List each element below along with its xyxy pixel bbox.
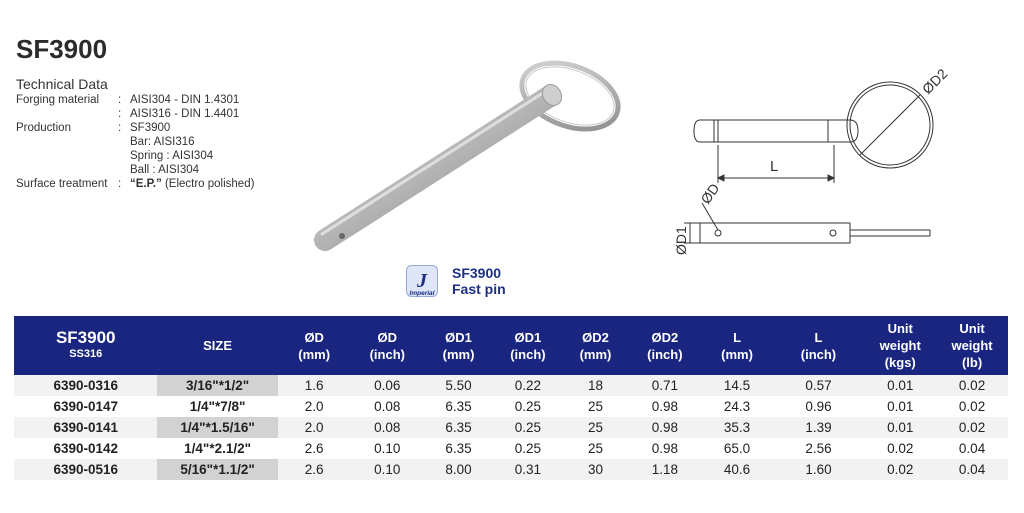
table-cell: 6.35 [424,417,493,438]
header-col: L (inch) [773,316,865,375]
table-cell: 0.01 [864,417,936,438]
tech-label: Production [16,122,71,134]
table-cell: 0.98 [628,438,701,459]
table-cell: 0.71 [628,375,701,396]
d2-label: ØD2 [918,65,951,98]
table-cell: 0.25 [493,438,563,459]
table-cell: 0.25 [493,396,563,417]
table-cell: 0.57 [773,375,865,396]
tech-row [16,149,254,163]
table-cell: 14.5 [701,375,772,396]
header-col: ØD2 (inch) [628,316,701,375]
table-cell: 0.01 [864,396,936,417]
table-cell: 2.0 [278,396,351,417]
table-cell: 0.02 [936,396,1008,417]
spec-table [14,316,1008,480]
table-cell: 2.56 [773,438,865,459]
header-size: SIZE [157,316,277,375]
table-cell: 2.6 [278,438,351,459]
tech-sep [118,163,130,177]
part-number-cell: 6390-0516 [14,459,157,480]
table-cell: 18 [563,375,629,396]
d-label: ØD [697,180,723,207]
imperial-logo-icon [406,265,438,297]
table-cell: 2.6 [278,459,351,480]
tech-label: Forging material [16,94,100,106]
tech-sep [118,149,130,163]
page-title: SF3900 [16,34,108,64]
header-material: SS316 [69,347,103,360]
table-cell: 6.35 [424,396,493,417]
tech-value: Ball : AISI304 [130,164,200,176]
table-cell: 0.98 [628,396,701,417]
table-cell: 0.01 [864,375,936,396]
header-unit-weight-kgs: Unit weight (kgs) [864,316,936,375]
table-cell: 0.22 [493,375,563,396]
table-cell: 0.06 [351,375,424,396]
table-cell: 40.6 [701,459,772,480]
spec-table-body [14,375,1008,480]
tech-row [16,107,254,121]
table-cell: 8.00 [424,459,493,480]
drawing-pin-top [694,120,858,142]
pin-rod [325,96,550,240]
tech-sep: : [118,122,122,134]
header-col: ØD2 (mm) [563,316,629,375]
part-number-cell: 6390-0316 [14,375,157,396]
size-cell: 3/16"*1/2" [157,375,277,396]
header-col: L (mm) [701,316,772,375]
table-cell: 65.0 [701,438,772,459]
part-number-cell: 6390-0142 [14,438,157,459]
table-row [14,375,1008,396]
table-cell: 0.96 [773,396,865,417]
tech-row [16,163,254,177]
tech-value [130,177,254,191]
tech-sep: : [118,108,122,120]
tech-label [16,107,118,121]
technical-drawing [673,55,960,255]
tech-sep [118,135,130,149]
tech-value: Bar: AISI316 [130,136,195,148]
table-cell: 1.18 [628,459,701,480]
tech-value-rest: (Electro polished) [161,178,255,190]
table-cell: 0.98 [628,417,701,438]
header-col: ØD1 (mm) [424,316,493,375]
part-number-cell: 6390-0147 [14,396,157,417]
table-row [14,396,1008,417]
size-cell: 5/16"*1.1/2" [157,459,277,480]
table-cell: 1.6 [278,375,351,396]
brand-block [406,265,506,297]
pin-product-image [300,58,630,263]
table-cell: 2.0 [278,417,351,438]
size-cell: 1/4"*2.1/2" [157,438,277,459]
table-cell: 35.3 [701,417,772,438]
table-cell: 1.39 [773,417,865,438]
tech-sep: : [118,94,122,106]
table-cell: 0.10 [351,459,424,480]
logo-letter: J [417,270,427,292]
brand-product-name: Fast pin [452,281,506,297]
tech-sep: : [118,178,122,190]
part-number-cell: 6390-0141 [14,417,157,438]
size-cell: 1/4"*7/8" [157,396,277,417]
tech-label [16,163,118,177]
table-cell: 0.02 [864,459,936,480]
table-cell: 0.04 [936,459,1008,480]
table-cell: 24.3 [701,396,772,417]
tech-label [16,135,118,149]
table-cell: 1.60 [773,459,865,480]
table-cell: 0.02 [936,417,1008,438]
table-cell: 6.35 [424,438,493,459]
table-cell: 0.31 [493,459,563,480]
header-col: ØD (mm) [278,316,351,375]
header-col: ØD1 (inch) [493,316,563,375]
table-cell: 0.02 [864,438,936,459]
table-cell: 0.25 [493,417,563,438]
d1-label: ØD1 [673,226,689,255]
table-cell: 0.04 [936,438,1008,459]
header-model-name: SF3900 [55,327,116,347]
table-row [14,438,1008,459]
header-model [14,316,157,375]
tech-value: Spring : AISI304 [130,150,214,162]
logo-word: Imperial [409,290,435,297]
drawing-pin-side [700,223,850,243]
tech-row [16,135,254,149]
table-header-row [14,316,1008,375]
table-row [14,417,1008,438]
tech-label: Surface treatment [16,178,108,190]
header-col: ØD (inch) [351,316,424,375]
tech-value: AISI304 - DIN 1.4301 [130,94,240,106]
technical-data-heading: Technical Data [16,76,108,92]
tech-label [16,149,118,163]
table-cell: 25 [563,396,629,417]
tech-value: AISI316 - DIN 1.4401 [130,108,240,120]
table-row [14,459,1008,480]
tech-value-bold: “E.P.” [130,178,162,190]
brand-model: SF3900 [452,265,502,281]
table-cell: 0.10 [351,438,424,459]
table-cell: 0.08 [351,396,424,417]
tech-value: SF3900 [130,122,171,134]
table-cell: 0.02 [936,375,1008,396]
tech-row [16,93,254,107]
size-cell: 1/4"*1.5/16" [157,417,277,438]
table-cell: 30 [563,459,629,480]
table-cell: 25 [563,438,629,459]
pin-ball [339,233,345,239]
tech-row [16,177,254,191]
table-cell: 25 [563,417,629,438]
l-label: L [770,158,779,175]
tech-row [16,121,254,135]
table-cell: 0.08 [351,417,424,438]
technical-data-list [16,93,254,191]
table-cell: 5.50 [424,375,493,396]
header-unit-weight-lb: Unit weight (lb) [936,316,1008,375]
